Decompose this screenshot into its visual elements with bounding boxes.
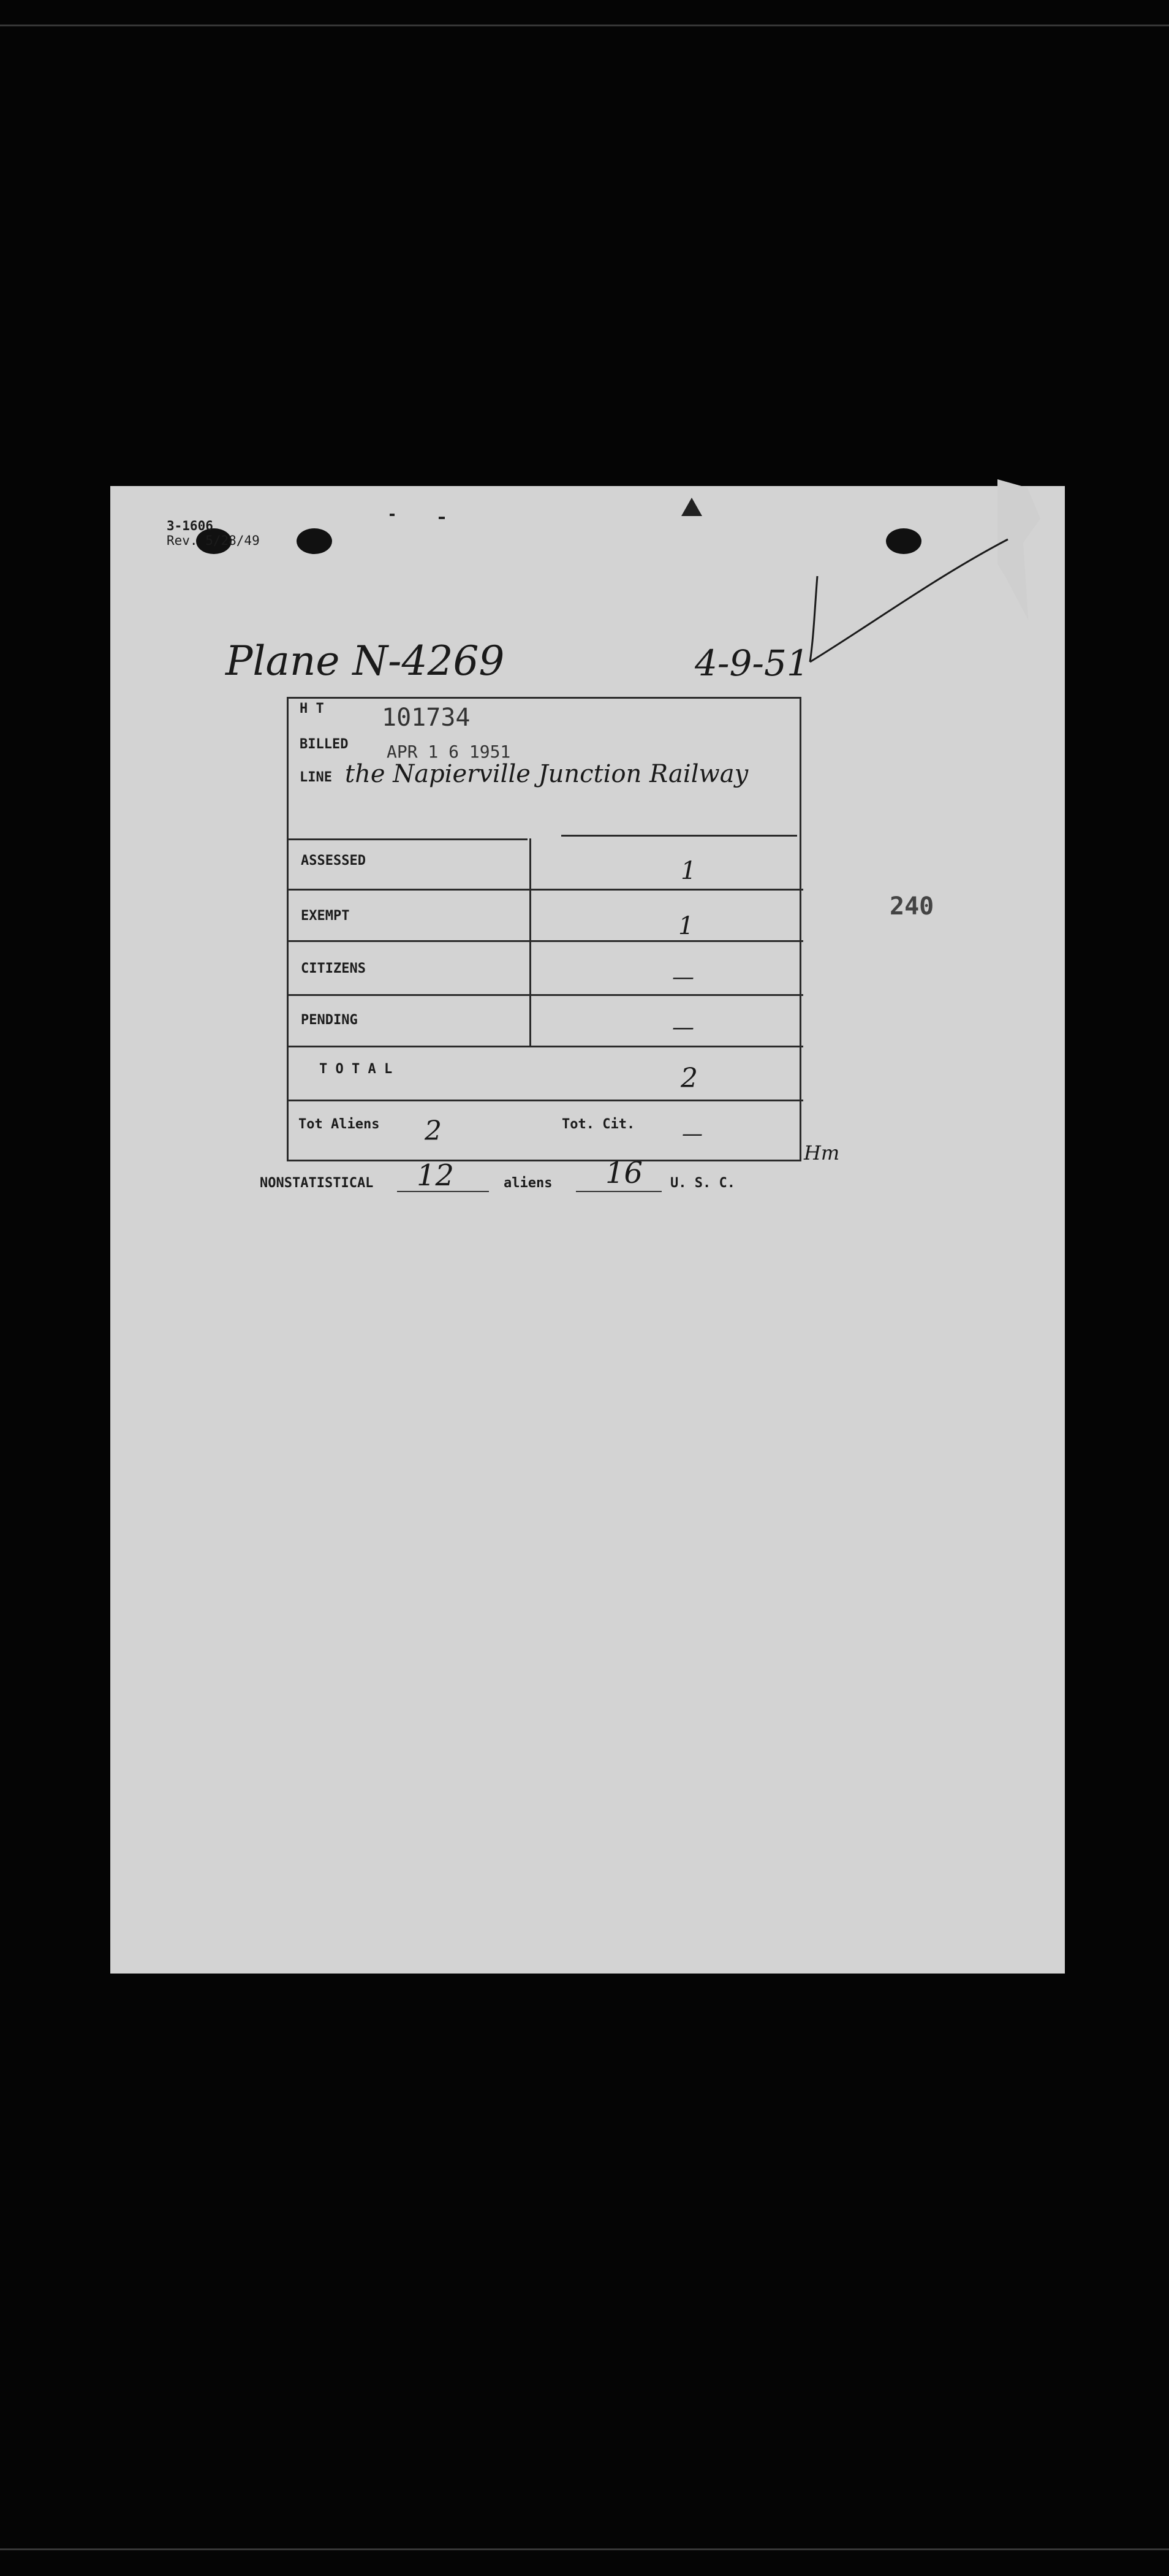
- header-rule-left: [289, 838, 528, 840]
- pending-label: PENDING: [301, 1013, 358, 1028]
- punch-hole-mid: [297, 528, 332, 554]
- assessed-value: 1: [681, 857, 697, 885]
- handwritten-initials: Hm: [804, 1141, 840, 1165]
- row-rule-5: [289, 1100, 803, 1101]
- nonstat-usc-value: 16: [605, 1156, 643, 1190]
- handwritten-railway-line: the Napierville Junction Railway: [345, 760, 749, 788]
- billed-label: BILLED: [300, 737, 349, 752]
- form-number: 3-1606: [167, 519, 213, 533]
- row-rule-1: [289, 889, 803, 891]
- total-label: T O T A L: [319, 1062, 393, 1077]
- citizens-value: —: [672, 965, 694, 990]
- row-rule-2: [289, 940, 803, 942]
- ht-label: H T: [300, 701, 324, 716]
- nonstat-usc-underline: [576, 1191, 662, 1192]
- tot-cit-label: Tot. Cit.: [562, 1117, 635, 1132]
- handwritten-date: 4-9-51: [695, 642, 809, 684]
- film-top-edge: [0, 25, 1169, 26]
- pending-value: —: [672, 1015, 694, 1040]
- usc-label: U. S. C.: [670, 1176, 735, 1191]
- handwritten-plane-number: Plane N-4269: [225, 637, 505, 685]
- column-divider: [529, 838, 531, 1047]
- exempt-label: EXEMPT: [301, 908, 350, 924]
- line-label: LINE: [300, 770, 332, 785]
- sheet-number: 240: [890, 892, 934, 921]
- film-bottom-edge: [0, 2548, 1169, 2550]
- ht-number: 101734: [382, 704, 471, 732]
- header-rule-right: [561, 835, 797, 837]
- pen-check-stroke: [796, 527, 1029, 674]
- assessed-label: ASSESSED: [301, 853, 366, 868]
- aliens-label: aliens: [504, 1176, 553, 1191]
- row-rule-4: [289, 1046, 803, 1047]
- manifest-form-box: [287, 697, 801, 1161]
- nonstat-aliens-value: 12: [417, 1158, 455, 1193]
- form-revision: Rev. 5/28/49: [167, 533, 260, 548]
- citizens-label: CITIZENS: [301, 961, 366, 976]
- tick-mark-1: [390, 514, 395, 516]
- tot-cit-value: —: [682, 1122, 703, 1146]
- tot-aliens-label: Tot Aliens: [298, 1117, 380, 1132]
- row-rule-3: [289, 994, 803, 996]
- tot-aliens-value: 2: [425, 1115, 442, 1147]
- total-value: 2: [681, 1063, 698, 1094]
- nonstatistical-label: NONSTATISTICAL: [260, 1176, 374, 1191]
- billed-date-stamp: APR 1 6 1951: [387, 742, 511, 762]
- exempt-value: 1: [678, 912, 694, 940]
- tick-mark-2: [439, 517, 445, 519]
